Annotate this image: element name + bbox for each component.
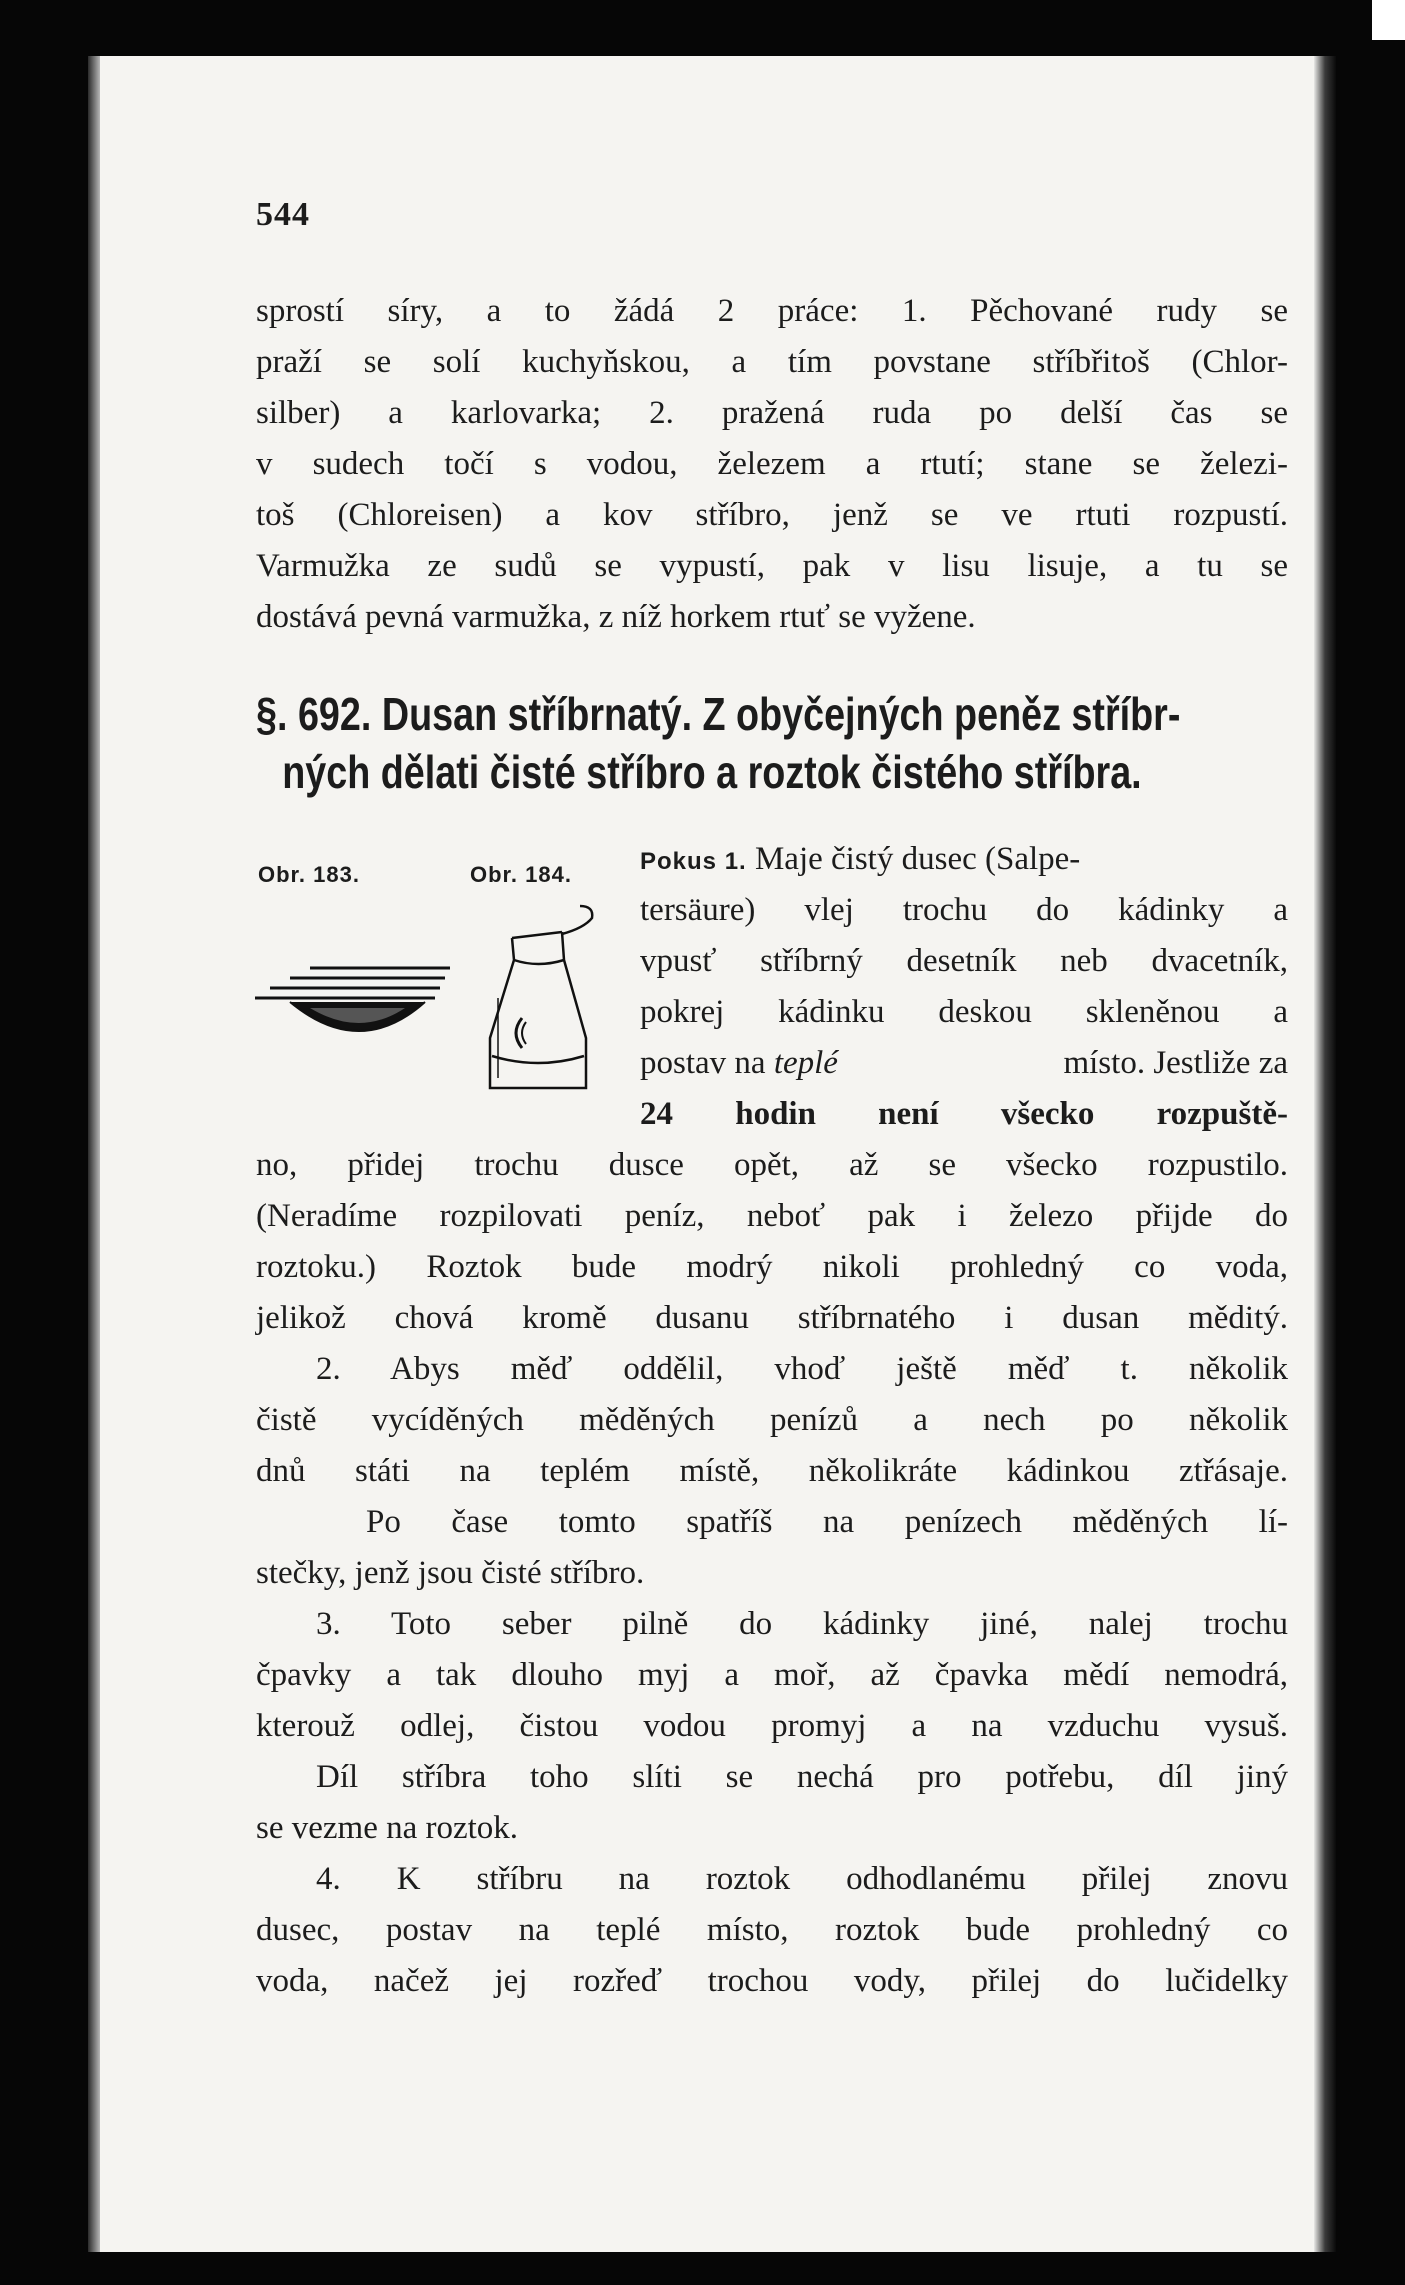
text-line: roztoku.) Roztok bude modrý nikoli prohledný co voda, (256, 1249, 1288, 1285)
text-line: dnů státi na teplém místě, několikráte kádinkou ztřásaje. (256, 1453, 1288, 1489)
text-line: čpavky a tak dlouho myj a moř, až čpavka mědí nemodrá, (256, 1657, 1288, 1693)
text-line: voda, načež jej rozřeď trochou vody, přilej do lučidelky (256, 1963, 1288, 1999)
text-line: dusec, postav na teplé místo, roztok bude prohledný co (256, 1912, 1288, 1948)
paragraph-3 (256, 1599, 1288, 1854)
text-line: vpusť stříbrný desetník neb dvacetník, (640, 943, 1288, 979)
text-line: 2. Abys měď oddělil, vhoď ještě měď t. několik (316, 1351, 1288, 1387)
text-line: stečky, jenž jsou čisté stříbro. (256, 1555, 645, 1591)
intro-paragraph (256, 286, 1288, 643)
section-heading (256, 686, 1288, 802)
experiment-continuation (256, 1140, 1288, 1344)
page-right-edge (1314, 56, 1336, 2252)
figure-184-flask-illustration (482, 898, 602, 1098)
text-line: 4. K stříbru na roztok odhodlanému přilej znovu (316, 1861, 1288, 1897)
text-line: sprostí síry, a to žádá 2 práce: 1. Pěchované rudy se (256, 293, 1288, 329)
heading-line: ných dělati čisté stříbro a roztok čistého stříbra. (282, 746, 1142, 798)
text-line: Díl stříbra toho slíti se nechá pro potřebu, díl jiný (316, 1759, 1288, 1795)
text-line (640, 1038, 1288, 1089)
heading-line: §. 692. Dusan stříbrnatý. Z obyčejných peněz stříbr- (256, 688, 1181, 740)
text-line: kterouž odlej, čistou vodou promyj a na vzduchu vysuš. (256, 1708, 1288, 1744)
text-line: 24 hodin není všecko rozpuště- (640, 1096, 1288, 1132)
paragraph-2 (256, 1344, 1288, 1599)
text-line: 3. Toto seber pilně do kádinky jiné, nalej trochu (316, 1606, 1288, 1642)
experiment-side-text (640, 834, 1288, 1140)
figure-183-dish-illustration (250, 960, 460, 1060)
paragraph-4 (256, 1854, 1288, 2007)
scan-corner-mark (1372, 0, 1405, 40)
text-line: pokrej kádinku deskou skleněnou a (640, 994, 1288, 1030)
page-number: 544 (256, 196, 310, 233)
text-line: čistě vycíděných měděných penízů a nech po několik (256, 1402, 1288, 1438)
experiment-first-line (640, 834, 1288, 885)
text-segment: místo. Jestliže za (1063, 1045, 1288, 1081)
text-line: tersäure) vlej trochu do kádinky a (640, 892, 1288, 928)
italic-word: teplé (773, 1045, 838, 1081)
experiment-first-line-text: Maje čistý dusec (Salpe- (754, 841, 1081, 877)
text-segment: postav na (640, 1045, 766, 1081)
text-line: Varmužka ze sudů se vypustí, pak v lisu lisuje, a tu se (256, 548, 1288, 584)
experiment-label: Pokus 1. (640, 848, 747, 875)
text-line: Po čase tomto spatříš na penízech měděných lí- (366, 1504, 1288, 1540)
text-line: toš (Chloreisen) a kov stříbro, jenž se ve rtuti rozpustí. (256, 497, 1288, 533)
text-line: praží se solí kuchyňskou, a tím povstane stříbřitoš (Chlor- (256, 344, 1288, 380)
text-line: dostává pevná varmužka, z níž horkem rtuť se vyžene. (256, 599, 976, 635)
text-segment (640, 1038, 838, 1089)
figure-184-caption: Obr. 184. (470, 862, 572, 887)
text-line: v sudech točí s vodou, železem a rtutí; stane se železi- (256, 446, 1288, 482)
figure-183-caption: Obr. 183. (258, 862, 360, 887)
text-line: silber) a karlovarka; 2. pražená ruda po delší čas se (256, 395, 1288, 431)
text-line: se vezme na roztok. (256, 1810, 519, 1846)
text-line: no, přidej trochu dusce opět, až se všecko rozpustilo. (256, 1147, 1288, 1183)
text-line: jelikož chová kromě dusanu stříbrnatého i dusan měditý. (256, 1300, 1288, 1336)
text-line: (Neradíme rozpilovati peníz, neboť pak i železo přijde do (256, 1198, 1288, 1234)
